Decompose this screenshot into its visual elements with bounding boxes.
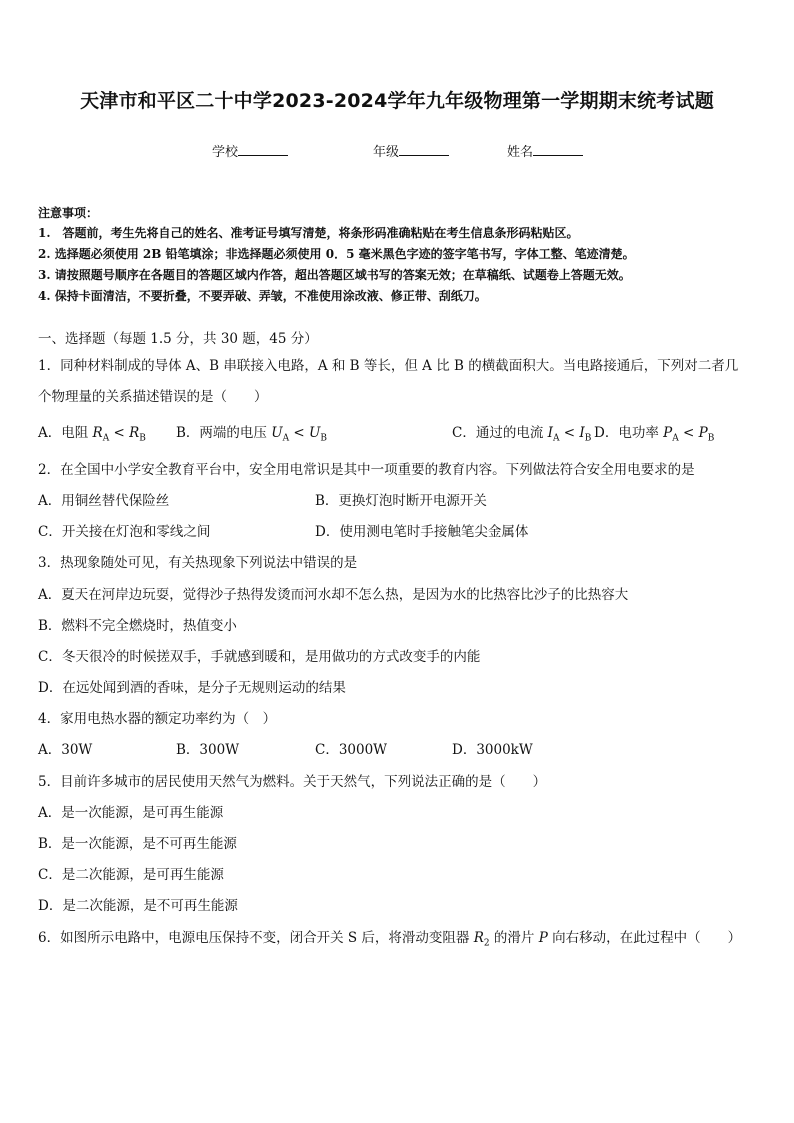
notes-heading: 注意事项： xyxy=(38,206,99,220)
note-item: 1. 答题前，考生先将自己的姓名、准考证号填写清楚，将条形码准确粘贴在考生信息条形码粘贴区。 xyxy=(38,226,579,240)
name-blank[interactable] xyxy=(533,142,583,156)
name-field[interactable] xyxy=(507,141,583,160)
q1-option-b[interactable]: B．两端的电压 $U_A < U_B$ xyxy=(176,425,328,444)
q4-option-a[interactable]: A．30W xyxy=(38,742,93,758)
q5-option-b[interactable]: B．是一次能源，是不可再生能源 xyxy=(38,836,237,852)
page-title: 天津市和平区二十中学2023-2024学年九年级物理第一学期期末统考试题 xyxy=(80,90,714,112)
q1-stem-line2: 个物理量的关系描述错误的是（ ） xyxy=(38,389,268,405)
q6-stem: 6．如图所示电路中，电源电压保持不变，闭合开关 S 后，将滑动变阻器 $R_2$ 的滑片 P 向右移动，在此过程中（ ） xyxy=(38,930,742,949)
note-item: 2. 选择题必须使用 2B 铅笔填涂；非选择题必须使用 0．5 毫米黑色字迹的签字笔书写，字体工整、笔迹清楚。 xyxy=(38,247,635,261)
q2-stem: 2．在全国中小学安全教育平台中，安全用电常识是其中一项重要的教育内容。下列做法符合安全用电要求的是 xyxy=(38,462,695,478)
q2-option-d[interactable]: D．使用测电笔时手接触笔尖金属体 xyxy=(315,524,529,540)
note-item: 4. 保持卡面清洁，不要折叠，不要弄破、弄皱，不准使用涂改液、修正带、刮纸刀。 xyxy=(38,289,487,303)
note-item: 3. 请按照题号顺序在各题目的答题区域内作答，超出答题区域书写的答案无效；在草稿纸、试题卷上答题无效。 xyxy=(38,268,631,282)
q4-option-c[interactable]: C．3000W xyxy=(315,742,388,758)
q5-stem: 5．目前许多城市的居民使用天然气为燃料。关于天然气，下列说法正确的是（ ） xyxy=(38,774,547,790)
q3-option-d[interactable]: D．在远处闻到酒的香味，是分子无规则运动的结果 xyxy=(38,680,346,696)
q1-option-a[interactable]: A．电阻 $R_A < R_B$ xyxy=(38,425,146,444)
q1-option-d[interactable]: D．电功率 $P_A < P_B$ xyxy=(594,425,715,444)
school-field[interactable] xyxy=(212,141,288,160)
q1-stem-line1: 1．同种材料制成的导体 A、B 串联接入电路，A 和 B 等长，但 A 比 B 的横截面积大。当电路接通后，下列对二者几 xyxy=(38,358,739,374)
q5-option-a[interactable]: A．是一次能源，是可再生能源 xyxy=(38,805,224,821)
grade-label: 年级 xyxy=(373,145,400,160)
q3-stem: 3．热现象随处可见，有关热现象下列说法中错误的是 xyxy=(38,555,358,571)
school-blank[interactable] xyxy=(238,142,288,156)
q3-option-a[interactable]: A．夏天在河岸边玩耍，觉得沙子热得发烫而河水却不怎么热，是因为水的比热容比沙子的比热容大 xyxy=(38,587,629,603)
q4-option-d[interactable]: D．3000kW xyxy=(452,742,533,758)
q4-stem: 4．家用电热水器的额定功率约为（ ） xyxy=(38,711,277,727)
q2-option-c[interactable]: C．开关接在灯泡和零线之间 xyxy=(38,524,211,540)
q3-option-b[interactable]: B．燃料不完全燃烧时，热值变小 xyxy=(38,618,237,634)
name-label: 姓名 xyxy=(507,145,534,160)
q4-option-b[interactable]: B．300W xyxy=(176,742,240,758)
q5-option-c[interactable]: C．是二次能源，是可再生能源 xyxy=(38,867,224,883)
q5-option-d[interactable]: D．是二次能源，是不可再生能源 xyxy=(38,898,238,914)
grade-blank[interactable] xyxy=(399,142,449,156)
q2-option-a[interactable]: A．用铜丝替代保险丝 xyxy=(38,493,170,509)
q3-option-c[interactable]: C．冬天很冷的时候搓双手，手就感到暖和，是用做功的方式改变手的内能 xyxy=(38,649,481,665)
grade-field[interactable] xyxy=(373,141,449,160)
q1-option-c[interactable]: C．通过的电流 $I_A < I_B$ xyxy=(452,425,592,444)
school-label: 学校 xyxy=(212,145,239,160)
q2-option-b[interactable]: B．更换灯泡时断开电源开关 xyxy=(315,493,487,509)
section-heading: 一、选择题（每题 1.5 分，共 30 题，45 分） xyxy=(38,331,318,347)
